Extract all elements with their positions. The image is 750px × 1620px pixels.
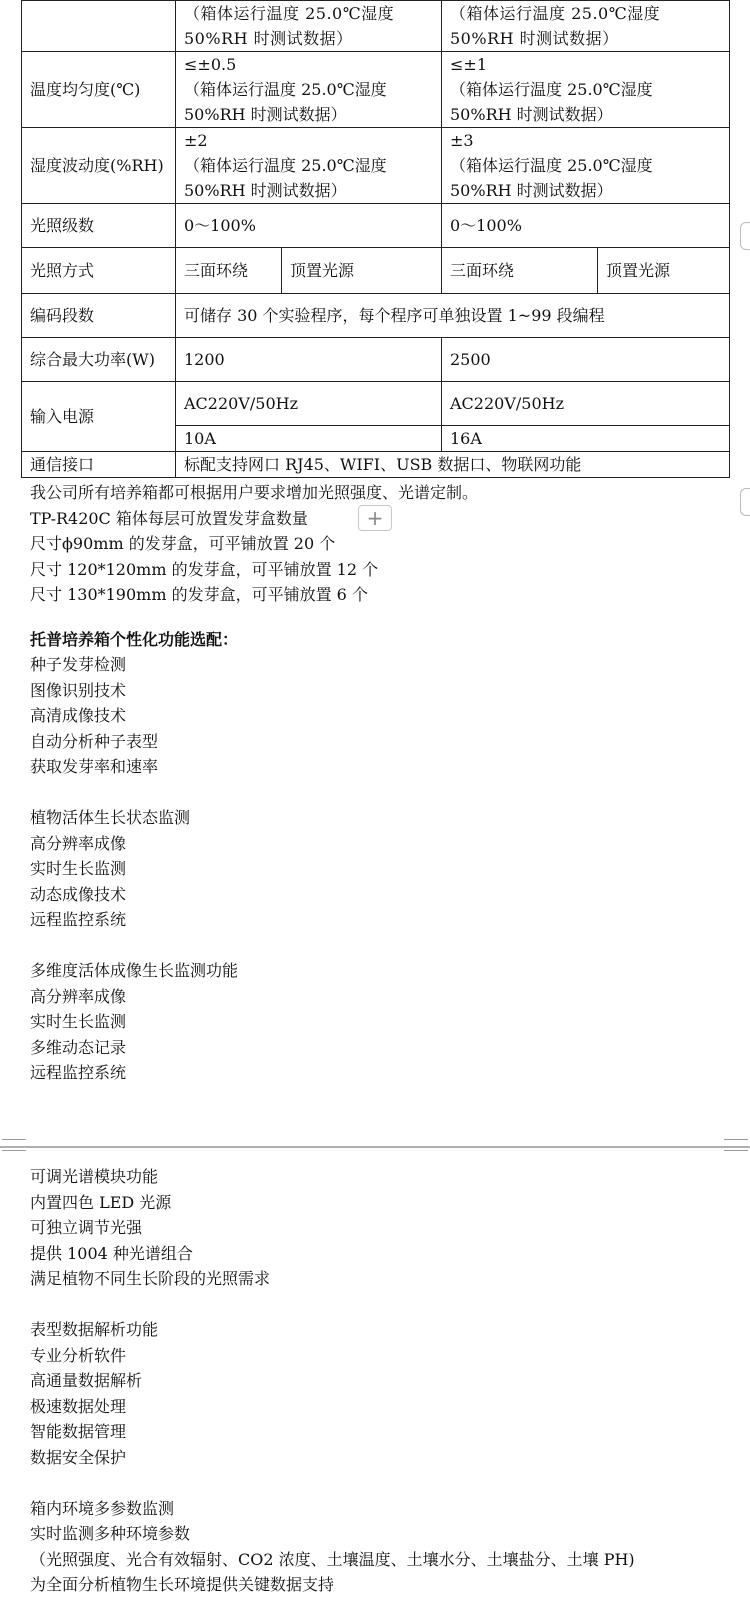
table-cell-label: 通信接口 <box>22 452 176 478</box>
table-cell: AC220V/50Hz <box>176 382 442 426</box>
table-row <box>22 1 730 52</box>
paragraph-line: 自动分析种子表型 <box>30 731 159 751</box>
table-cell: 0～100% <box>442 204 730 248</box>
page-break-line <box>0 1146 750 1148</box>
paragraph-line: 我公司所有培养箱都可根据用户要求增加光照强度、光谱定制。 <box>30 483 479 502</box>
paragraph-line: 种子发芽检测 <box>30 655 127 674</box>
feature-list-continued <box>30 1164 740 1598</box>
paragraph-line: 智能数据管理 <box>30 1422 127 1441</box>
paragraph-line: TP-R420C 箱体每层可放置发芽盒数量 <box>30 508 308 528</box>
paragraph-line: 可调光谱模块功能 <box>30 1167 159 1186</box>
paragraph-line: （光照强度、光合有效辐射、CO2 浓度、土壤温度、土壤水分、土壤盐分、土壤 PH) <box>30 1549 635 1569</box>
table-cell-label: 湿度波动度(%RH) <box>22 128 176 204</box>
plus-icon: + <box>366 506 384 530</box>
table-cell-label: 温度均匀度(℃) <box>22 52 176 128</box>
paragraph-line: 专业分析软件 <box>30 1345 127 1365</box>
paragraph-line: 图像识别技术 <box>30 680 127 700</box>
table-cell: 16A <box>442 426 730 452</box>
paragraph-line: 远程监控系统 <box>30 910 127 929</box>
table-cell-label: 输入电源 <box>22 382 176 452</box>
table-row <box>22 452 730 478</box>
table-row <box>22 204 730 248</box>
spec-table <box>21 0 730 478</box>
table-row <box>22 294 730 338</box>
table-cell: 1200 <box>176 338 442 382</box>
paragraph-line: 箱内环境多参数监测 <box>30 1498 175 1518</box>
paragraph-line: 动态成像技术 <box>30 884 127 904</box>
paragraph-line: 植物活体生长状态监测 <box>30 808 191 827</box>
paragraph-line: 高分辨率成像 <box>30 833 127 853</box>
table-cell: ±3 （箱体运行温度 25.0℃湿度 50%RH 时测试数据） <box>442 128 730 204</box>
paragraph-line <box>30 1292 740 1318</box>
table-cell-label: 光照方式 <box>22 248 176 294</box>
table-row <box>22 338 730 382</box>
paragraph-line: 满足植物不同生长阶段的光照需求 <box>30 1269 271 1288</box>
paragraph-line: 提供 1004 种光谱组合 <box>30 1243 193 1263</box>
body-paragraphs <box>30 480 740 608</box>
table-cell: 标配支持网口 RJ45、WIFI、USB 数据口、物联网功能 <box>176 452 730 478</box>
table-cell: ≤±1 （箱体运行温度 25.0℃湿度 50%RH 时测试数据） <box>442 52 730 128</box>
paragraph-line: 高清成像技术 <box>30 706 127 725</box>
paragraph-line: 尺寸 120*120mm 的发芽盒，可平铺放置 12 个 <box>30 559 379 579</box>
table-cell-label: 编码段数 <box>22 294 176 338</box>
paragraph-line: 可独立调节光强 <box>30 1218 143 1237</box>
paragraph-line: 内置四色 LED 光源 <box>30 1192 172 1212</box>
table-cell: 顶置光源 <box>282 248 442 294</box>
table-cell: AC220V/50Hz <box>442 382 730 426</box>
paragraph-line: 多维度活体成像生长监测功能 <box>30 961 239 980</box>
paragraph-line: 为全面分析植物生长环境提供关键数据支持 <box>30 1575 335 1594</box>
paragraph-line: 表型数据解析功能 <box>30 1320 159 1339</box>
table-cell: 顶置光源 <box>598 248 730 294</box>
table-row <box>22 248 730 294</box>
paragraph-line: 高分辨率成像 <box>30 986 127 1006</box>
table-cell-label <box>22 1 176 52</box>
paragraph-line: 极速数据处理 <box>30 1396 127 1416</box>
table-cell: （箱体运行温度 25.0℃湿度 50%RH 时测试数据） <box>442 1 730 52</box>
table-row <box>22 128 730 204</box>
table-cell: 10A <box>176 426 442 452</box>
paragraph-line: 数据安全保护 <box>30 1447 127 1467</box>
paragraph-line: 获取发芽率和速率 <box>30 757 159 776</box>
table-cell: （箱体运行温度 25.0℃湿度 50%RH 时测试数据） <box>176 1 442 52</box>
table-cell: ±2 （箱体运行温度 25.0℃湿度 50%RH 时测试数据） <box>176 128 442 204</box>
paragraph-line: 实时生长监测 <box>30 859 127 878</box>
paragraph-line <box>30 1470 740 1496</box>
section-title: 托普培养箱个性化功能选配： <box>30 630 239 649</box>
side-tab-handle[interactable] <box>740 222 750 250</box>
table-cell: 可储存 30 个实验程序，每个程序可单独设置 1~99 段编程 <box>176 294 730 338</box>
table-row <box>22 382 730 426</box>
paragraph-line: 远程监控系统 <box>30 1063 127 1082</box>
table-cell: 2500 <box>442 338 730 382</box>
table-cell: ≤±0.5 （箱体运行温度 25.0℃湿度 50%RH 时测试数据） <box>176 52 442 128</box>
feature-list <box>30 652 740 1086</box>
table-cell: 0～100% <box>176 204 442 248</box>
table-cell-label: 光照级数 <box>22 204 176 248</box>
table-cell: 三面环绕 <box>442 248 598 294</box>
paragraph-line: 实时监测多种环境参数 <box>30 1524 191 1543</box>
page-break-handle-left[interactable] <box>2 1139 26 1151</box>
paragraph-line: 多维动态记录 <box>30 1037 127 1057</box>
side-tab-handle[interactable] <box>740 488 750 516</box>
add-row-button[interactable] <box>358 505 392 531</box>
section-heading-block <box>30 627 740 653</box>
paragraph-line: 实时生长监测 <box>30 1012 127 1031</box>
paragraph-line <box>30 933 740 959</box>
paragraph-line: 尺寸ϕ90mm 的发芽盒，可平铺放置 20 个 <box>30 534 336 553</box>
table-cell-label: 综合最大功率(W) <box>22 338 176 382</box>
paragraph-line: 尺寸 130*190mm 的发芽盒，可平铺放置 6 个 <box>30 585 368 604</box>
table-row <box>22 52 730 128</box>
paragraph-line <box>30 780 740 806</box>
page-break-handle-right[interactable] <box>724 1139 748 1151</box>
table-cell: 三面环绕 <box>176 248 282 294</box>
paragraph-line: 高通量数据解析 <box>30 1371 143 1390</box>
